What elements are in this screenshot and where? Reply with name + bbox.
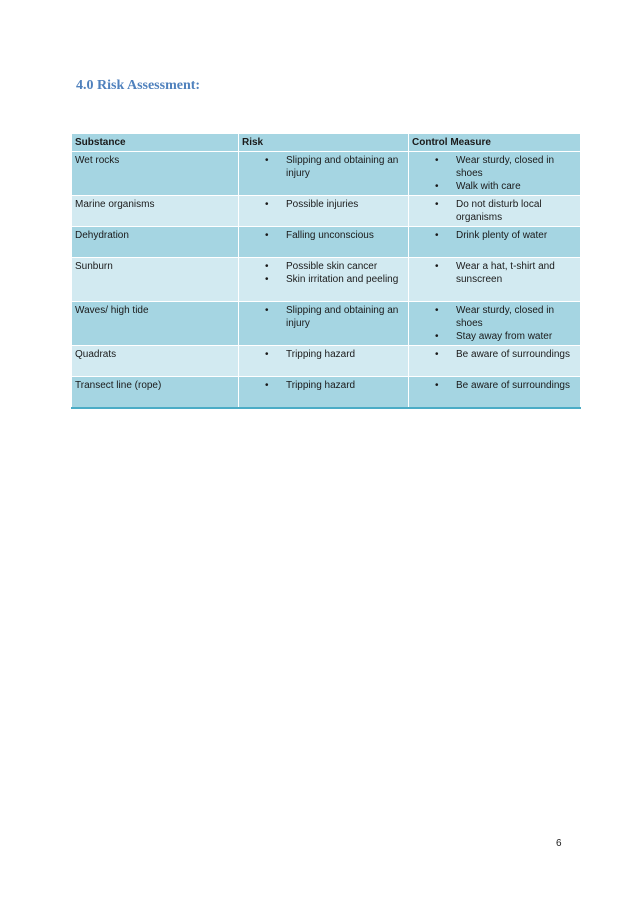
control-cell bbox=[409, 377, 581, 409]
control-item: • Be aware of surroundings bbox=[412, 379, 577, 392]
control-cell bbox=[409, 302, 581, 346]
risk-item: • Slipping and obtaining an injury bbox=[242, 154, 405, 180]
risk-item: • Tripping hazard bbox=[242, 379, 405, 392]
control-cell bbox=[409, 227, 581, 258]
table-row bbox=[72, 258, 581, 302]
table-row bbox=[72, 227, 581, 258]
control-item: • Do not disturb local organisms bbox=[412, 198, 577, 224]
table-header-row bbox=[72, 134, 581, 152]
risk-item: • Slipping and obtaining an injury bbox=[242, 304, 405, 330]
column-header-control-measure: Control Measure bbox=[409, 134, 581, 152]
substance-cell: Transect line (rope) bbox=[72, 377, 239, 409]
risk-cell bbox=[239, 302, 409, 346]
control-cell bbox=[409, 152, 581, 196]
substance-cell: Sunburn bbox=[72, 258, 239, 302]
substance-cell: Quadrats bbox=[72, 346, 239, 377]
control-cell bbox=[409, 196, 581, 227]
risk-item: • Possible skin cancer bbox=[242, 260, 405, 273]
control-item: • Wear sturdy, closed in shoes bbox=[412, 304, 577, 330]
control-item: • Walk with care bbox=[412, 180, 577, 193]
risk-cell bbox=[239, 377, 409, 409]
control-item: • Drink plenty of water bbox=[412, 229, 577, 242]
risk-item: • Skin irritation and peeling bbox=[242, 273, 405, 286]
substance-cell: Wet rocks bbox=[72, 152, 239, 196]
table-row bbox=[72, 196, 581, 227]
control-item: • Be aware of surroundings bbox=[412, 348, 577, 361]
table-row bbox=[72, 152, 581, 196]
risk-cell bbox=[239, 196, 409, 227]
risk-cell bbox=[239, 227, 409, 258]
control-item: • Stay away from water bbox=[412, 330, 577, 343]
risk-cell bbox=[239, 258, 409, 302]
risk-item: • Falling unconscious bbox=[242, 229, 405, 242]
table-row bbox=[72, 346, 581, 377]
column-header-substance: Substance bbox=[72, 134, 239, 152]
control-cell bbox=[409, 346, 581, 377]
control-item: • Wear sturdy, closed in shoes bbox=[412, 154, 577, 180]
risk-cell bbox=[239, 152, 409, 196]
control-item: • Wear a hat, t-shirt and sunscreen bbox=[412, 260, 577, 286]
section-heading: 4.0 Risk Assessment: bbox=[76, 78, 201, 93]
risk-assessment-table bbox=[71, 133, 581, 409]
table-row bbox=[72, 377, 581, 409]
table-row bbox=[72, 302, 581, 346]
substance-cell: Dehydration bbox=[72, 227, 239, 258]
risk-item: • Tripping hazard bbox=[242, 348, 405, 361]
control-cell bbox=[409, 258, 581, 302]
page-number: 6 bbox=[556, 838, 562, 849]
risk-item: • Possible injuries bbox=[242, 198, 405, 211]
substance-cell: Waves/ high tide bbox=[72, 302, 239, 346]
substance-cell: Marine organisms bbox=[72, 196, 239, 227]
column-header-risk: Risk bbox=[239, 134, 409, 152]
risk-cell bbox=[239, 346, 409, 377]
